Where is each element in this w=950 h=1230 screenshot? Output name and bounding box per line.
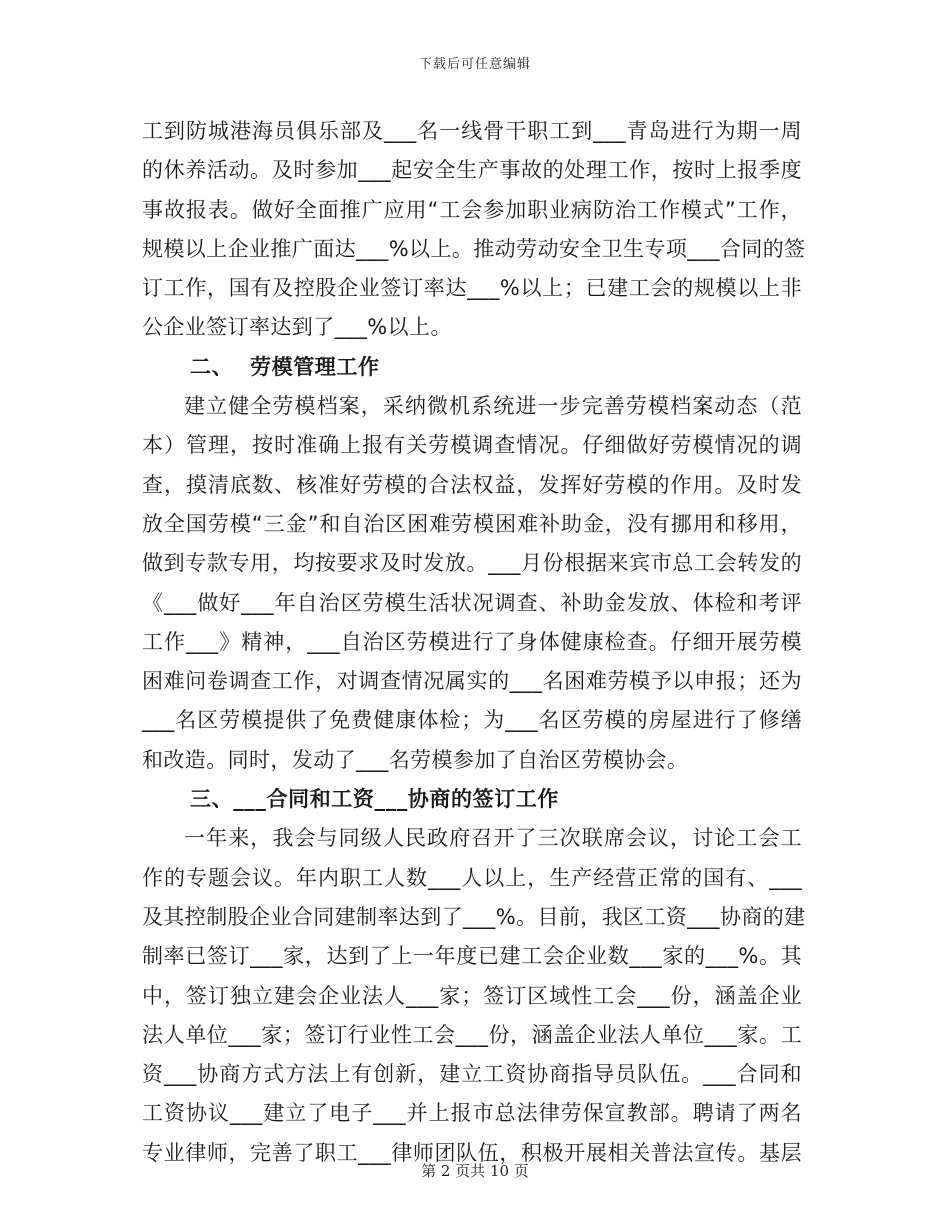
text-line: 困难问卷调查工作，对调查情况属实的___名困难劳模予以申报；还为 [142, 669, 802, 694]
text-line: 工资协议___建立了电子___并上报市总法律劳保宣教部。聘请了两名 [142, 1101, 802, 1126]
paragraph-2 [142, 387, 802, 780]
paragraph-3 [142, 819, 806, 1173]
text-line: 和改造。同时，发动了___名劳模参加了自治区劳模协会。 [142, 747, 689, 772]
text-line: 制率已签订___家，达到了上一年度已建工会企业数___家的___%。其 [142, 944, 802, 969]
text-line: 建立健全劳模档案，采纳微机系统进一步完善劳模档案动态（范 [184, 394, 802, 419]
text-line: 工作___》精神，___自治区劳模进行了身体健康检查。仔细开展劳模 [142, 629, 802, 654]
document-body [142, 112, 806, 1173]
text-line: 中，签订独立建会企业法人___家；签订区域性工会___份，涵盖企业 [142, 983, 802, 1008]
text-line: 的休养活动。及时参加___起安全生产事故的处理工作，按时上报季度 [142, 158, 802, 183]
text-line: 及其控制股企业合同建制率达到了___%。目前，我区工资___协商的建 [142, 904, 806, 929]
page-footer: 第 2 页共 10 页 [421, 1162, 529, 1180]
text-line: 作的专题会议。年内职工人数___人以上，生产经营正常的国有、___ [142, 865, 802, 890]
text-line: ___名区劳模提供了免费健康体检；为___名区劳模的房屋进行了修缮 [142, 708, 802, 733]
section-title: 劳模管理工作 [250, 354, 380, 379]
text-line: 工到防城港海员俱乐部及___名一线骨干职工到___青岛进行为期一周 [142, 119, 802, 143]
text-line: 放全国劳模“三金”和自治区困难劳模困难补助金，没有挪用和移用， [142, 511, 802, 536]
text-line: 资___协商方式方法上有创新，建立工资协商指导员队伍。___合同和 [142, 1062, 802, 1087]
section-heading-2 [142, 348, 802, 387]
paragraph-1 [142, 112, 806, 348]
text-line: 一年来，我会与同级人民政府召开了三次联席会议，讨论工会工 [184, 826, 802, 851]
page-header: 下载后可任意编辑 [418, 57, 531, 72]
text-line: 事故报表。做好全面推广应用“工会参加职业病防治工作模式”工作， [142, 197, 802, 222]
text-line: 公企业签订率达到了___%以上。 [142, 315, 452, 340]
section-heading-3: 三、___合同和工资___协商的签订工作 [190, 787, 559, 812]
text-line: 本）管理，按时准确上报有关劳模调查情况。仔细做好劳模情况的调 [142, 433, 802, 458]
text-line: 《___做好___年自治区劳模生活状况调查、补助金发放、体检和考评 [142, 590, 802, 615]
text-line: 法人单位___家；签订行业性工会___份，涵盖企业法人单位___家。工 [142, 1022, 802, 1047]
text-line: 做到专款专用，均按要求及时发放。___月份根据来宾市总工会转发的 [142, 551, 802, 576]
section-number: 二、 [190, 354, 234, 379]
text-line: 订工作，国有及控股企业签订率达___%以上；已建工会的规模以上非 [142, 276, 802, 301]
text-line: 专业律师，完善了职工___律师团队伍，积极开展相关普法宣传。基层 [142, 1140, 802, 1165]
text-line: 规模以上企业推广面达___%以上。推动劳动安全卫生专项___合同的签 [142, 236, 806, 261]
text-line: 查，摸清底数、核准好劳模的合法权益，发挥好劳模的作用。及时发 [142, 472, 802, 497]
